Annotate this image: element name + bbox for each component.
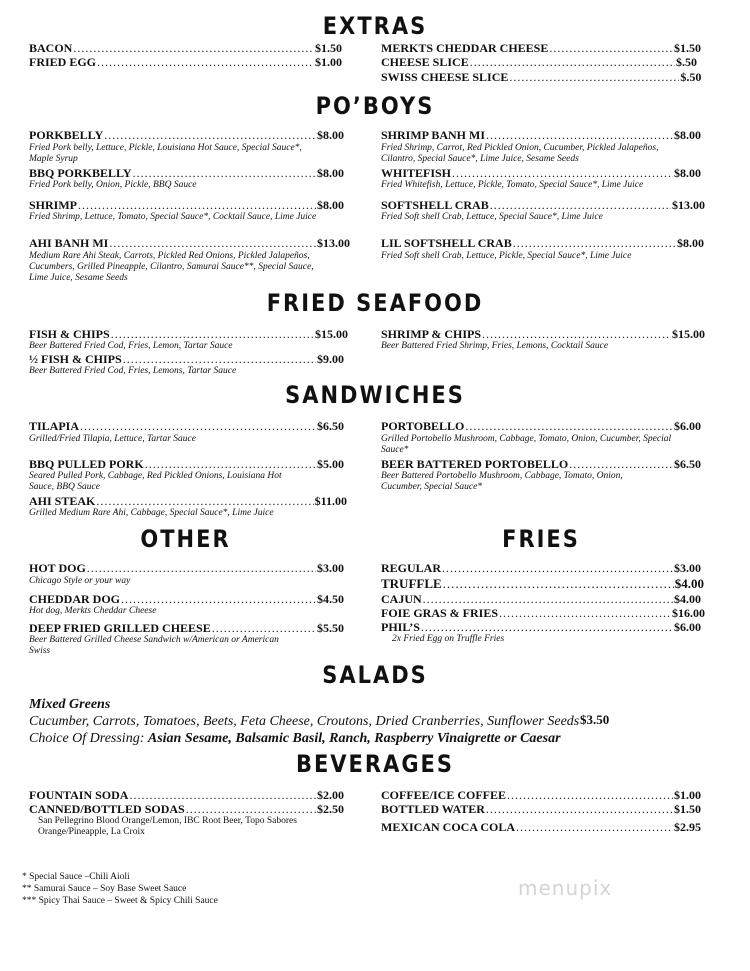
item-price: $4.00 (674, 592, 701, 606)
item-name: FOIE GRAS & FRIES (381, 606, 499, 620)
dot-leader (129, 788, 316, 803)
item-price: $8.00 (317, 128, 344, 142)
item-price: $8.00 (317, 166, 344, 180)
dot-leader (442, 561, 673, 576)
item-name: DEEP FRIED GRILLED CHEESE (29, 621, 211, 635)
dot-leader (73, 41, 314, 56)
item-name: FOUNTAIN SODA (29, 788, 129, 802)
menu-item (29, 802, 344, 817)
item-name: CHEDDAR DOG (29, 592, 121, 606)
item-name: SHRIMP (29, 198, 77, 212)
item-price: $6.50 (317, 419, 344, 433)
item-price: $1.50 (674, 802, 701, 816)
dot-leader (421, 620, 673, 635)
dressing-options: Asian Sesame, Balsamic Basil, Ranch, Raspberry Vinaigrette or Caesar (147, 731, 561, 746)
menu-item (381, 620, 701, 635)
item-price: $15.00 (315, 327, 348, 341)
dot-leader (507, 788, 673, 803)
item-name: FISH & CHIPS (29, 327, 110, 341)
menu-item (381, 327, 705, 342)
item-name: ½ FISH & CHIPS (29, 352, 122, 366)
item-name: PORTOBELLO (381, 419, 465, 433)
dot-leader (513, 236, 676, 251)
dot-leader (509, 70, 679, 85)
menu-item (381, 606, 705, 621)
footnote: ** Samurai Sauce – Soy Base Sweet Sauce (22, 884, 187, 894)
item-price: $1.50 (674, 41, 701, 55)
item-name: FRIED EGG (29, 55, 97, 69)
salad-price: $3.50 (580, 712, 610, 727)
dot-leader (121, 592, 316, 607)
item-name: SHRIMP & CHIPS (381, 327, 482, 341)
dot-leader (465, 419, 673, 434)
menu-item (381, 788, 701, 803)
footnote: *** Spicy Thai Sauce – Sweet & Spicy Chili Sauce (22, 896, 218, 906)
menu-item (381, 236, 704, 251)
item-name: PORKBELLY (29, 128, 104, 142)
item-description: 2x Fried Egg on Truffle Fries (392, 634, 505, 644)
menu-item (29, 236, 350, 251)
item-price: $4.50 (317, 592, 344, 606)
item-name: BOTTLED WATER (381, 802, 485, 816)
item-price: $1.50 (315, 41, 342, 55)
dot-leader (97, 55, 314, 70)
item-name: SHRIMP BANH MI (381, 128, 486, 142)
item-name: SOFTSHELL CRAB (381, 198, 489, 212)
dot-leader (87, 561, 316, 576)
item-price: $1.00 (315, 55, 342, 69)
item-name: CANNED/BOTTLED SODAS (29, 802, 185, 816)
item-description: Hot dog, Merkts Cheddar Cheese (29, 606, 157, 616)
item-description: Fried Pork belly, Onion, Pickle, BBQ Sauce (29, 180, 197, 190)
item-name: REGULAR (381, 561, 442, 575)
item-name: MEXICAN COCA COLA (381, 820, 516, 834)
dot-leader (482, 327, 671, 342)
dot-leader (133, 166, 316, 181)
item-description: Beer Battered Fried Cod, Fries, Lemon, Tartar Sauce (29, 341, 233, 351)
item-name: BEER BATTERED PORTOBELLO (381, 457, 569, 471)
item-price: $13.00 (317, 236, 350, 250)
dot-leader (499, 606, 671, 621)
item-price: $11.00 (314, 494, 347, 508)
menu-item (29, 327, 348, 342)
dot-leader (78, 198, 316, 213)
dot-leader (96, 494, 313, 509)
menu-item (29, 128, 344, 143)
item-name: AHI BANH MI (29, 236, 109, 250)
item-price: $9.00 (317, 352, 344, 366)
footnote: * Special Sauce –Chili Aioli (22, 872, 130, 882)
menu-item (29, 561, 344, 576)
item-price: $6.00 (674, 620, 701, 634)
menu-item (381, 128, 701, 143)
item-price: $8.00 (317, 198, 344, 212)
item-description: Fried Shrimp, Lettuce, Tomato, Special Sauce*, Cocktail Sauce, Lime Juice (29, 212, 317, 222)
item-description: Fried Shrimp, Carrot, Red Pickled Onion, Cucumber, Pickled Jalapeños, Cilantro, Special Sauce*, Lime Juice, Sesame Seeds (381, 143, 659, 164)
dot-leader (569, 457, 673, 472)
item-description: Grilled/Fried Tilapia, Lettuce, Tartar Sauce (29, 434, 196, 444)
item-description: Beer Battered Fried Shrimp, Fries, Lemons, Cocktail Sauce (381, 341, 609, 351)
dot-leader (443, 576, 674, 592)
item-price: $.50 (680, 70, 702, 84)
dot-leader (111, 327, 314, 342)
item-price: $8.00 (674, 128, 701, 142)
menu-item (29, 198, 344, 213)
item-price: $2.00 (317, 788, 344, 802)
menu-item (29, 621, 344, 636)
other-heading: OTHER (140, 525, 231, 553)
item-price: $6.00 (674, 419, 701, 433)
dot-leader (80, 419, 316, 434)
item-price: $6.50 (674, 457, 701, 471)
dot-leader (516, 820, 673, 835)
item-name: PHIL’S (381, 620, 420, 634)
dot-leader (145, 457, 316, 472)
menu-item (381, 41, 701, 56)
dot-leader (104, 128, 316, 143)
item-description: Fried Soft shell Crab, Lettuce, Special Sauce*, Lime Juice (381, 212, 603, 222)
item-description: Chicago Style or your way (29, 576, 131, 586)
fried-seafood-heading: FRIED SEAFOOD (266, 289, 484, 317)
item-description: Grilled Medium Rare Ahi, Cabbage, Special Sauce*, Lime Juice (29, 508, 274, 518)
item-price: $4.00 (674, 576, 704, 591)
item-description: San Pellegrino Blood Orange/Lemon, IBC Root Beer, Topo Sabores Orange/Pineapple, La Croix (38, 816, 297, 837)
item-name: SWISS CHEESE SLICE (381, 70, 509, 84)
salad-name: Mixed Greens (29, 697, 111, 712)
item-name: TRUFFLE (381, 576, 442, 591)
menu-item (29, 166, 344, 181)
item-name: COFFEE/ICE COFFEE (381, 788, 507, 802)
item-price: $16.00 (672, 606, 705, 620)
menu-item (29, 788, 344, 803)
menu-item (29, 352, 344, 367)
item-description: Beer Battered Fried Cod, Fries, Lemons, Tartar Sauce (29, 366, 237, 376)
item-name: AHI STEAK (29, 494, 96, 508)
item-price: $5.50 (317, 621, 344, 635)
item-price: $1.00 (674, 788, 701, 802)
menu-item (29, 494, 347, 509)
dot-leader (549, 41, 673, 56)
item-description: Beer Battered Portobello Mushroom, Cabbage, Tomato, Onion, Cucumber, Special Sauce* (381, 471, 623, 492)
dot-leader (452, 166, 673, 181)
extras-heading: EXTRAS (322, 12, 428, 40)
item-name: BBQ PORKBELLY (29, 166, 132, 180)
menu-item (381, 820, 701, 835)
item-name: BACON (29, 41, 73, 55)
salad-dressing-line (29, 731, 561, 747)
item-description: Fried Whitefish, Lettuce, Pickle, Tomato, Special Sauce*, Lime Juice (381, 180, 644, 190)
menu-item (29, 419, 344, 434)
menu-item (381, 198, 705, 213)
item-name: HOT DOG (29, 561, 86, 575)
dot-leader (212, 621, 316, 636)
menu-item (29, 457, 344, 472)
item-name: MERKTS CHEDDAR CHEESE (381, 41, 549, 55)
menu-item (381, 561, 701, 576)
item-name: TILAPIA (29, 419, 80, 433)
menu-item (381, 419, 701, 434)
item-price: $15.00 (672, 327, 705, 341)
dot-leader (186, 802, 316, 817)
item-price: $3.00 (674, 561, 701, 575)
menupix-watermark: menupix (518, 876, 613, 900)
menu-item (29, 41, 342, 56)
menu-item (381, 576, 704, 592)
sandwiches-heading: SANDWICHES (285, 381, 465, 409)
menu-item (29, 55, 342, 70)
menu-item (381, 70, 702, 85)
item-price: $8.00 (677, 236, 704, 250)
item-description: Medium Rare Ahi Steak, Carrots, Pickled Red Onions, Pickled Jalapeños, Cucumbers, Grilled Pineapple, Cilantro, Samurai Sauce**, Special Sauce, Lime Juice, Sesame Seeds (29, 251, 314, 283)
fries-heading: FRIES (502, 525, 580, 553)
item-price: $5.00 (317, 457, 344, 471)
menu-item (381, 802, 701, 817)
dot-leader (423, 592, 673, 607)
item-name: WHITEFISH (381, 166, 452, 180)
item-description: Grilled Portobello Mushroom, Cabbage, Tomato, Onion, Cucumber, Special Sauce* (381, 434, 672, 455)
dot-leader (486, 128, 673, 143)
dot-leader (109, 236, 316, 251)
item-name: CAJUN (381, 592, 422, 606)
beverages-heading: BEVERAGES (295, 750, 455, 778)
item-price: $3.00 (317, 561, 344, 575)
dot-leader (123, 352, 316, 367)
item-name: LIL SOFTSHELL CRAB (381, 236, 512, 250)
dot-leader (486, 802, 673, 817)
item-description: Seared Pulled Pork, Cabbage, Red Pickled Onions, Louisiana Hot Sauce, BBQ Sauce (29, 471, 282, 492)
item-price: $2.50 (317, 802, 344, 816)
item-description: Fried Pork belly, Lettuce, Pickle, Louisiana Hot Sauce, Special Sauce*, Maple Syrup (29, 143, 302, 164)
menu-item (381, 166, 701, 181)
menu-item (381, 457, 701, 472)
salads-heading: SALADS (322, 661, 428, 689)
menu-item (381, 55, 697, 70)
dressing-label: Choice Of Dressing: (29, 731, 145, 746)
poboys-heading: PO’BOYS (315, 92, 435, 120)
item-price: $13.00 (672, 198, 705, 212)
item-name: CHEESE SLICE (381, 55, 469, 69)
item-name: BBQ PULLED PORK (29, 457, 144, 471)
dot-leader (490, 198, 671, 213)
item-description: Fried Soft shell Crab, Lettuce, Pickle, Special Sauce*, Lime Juice (381, 251, 632, 261)
dot-leader (470, 55, 675, 70)
item-price: $8.00 (674, 166, 701, 180)
item-price: $2.95 (674, 820, 701, 834)
menu-item (381, 592, 701, 607)
item-description: Beer Battered Grilled Cheese Sandwich w/American or American Swiss (29, 635, 279, 656)
menu-item (29, 592, 344, 607)
item-price: $.50 (676, 55, 697, 69)
salad-ingredients: Cucumber, Carrots, Tomatoes, Beets, Feta Cheese, Croutons, Dried Cranberries, Sunflower Seeds (29, 714, 580, 729)
